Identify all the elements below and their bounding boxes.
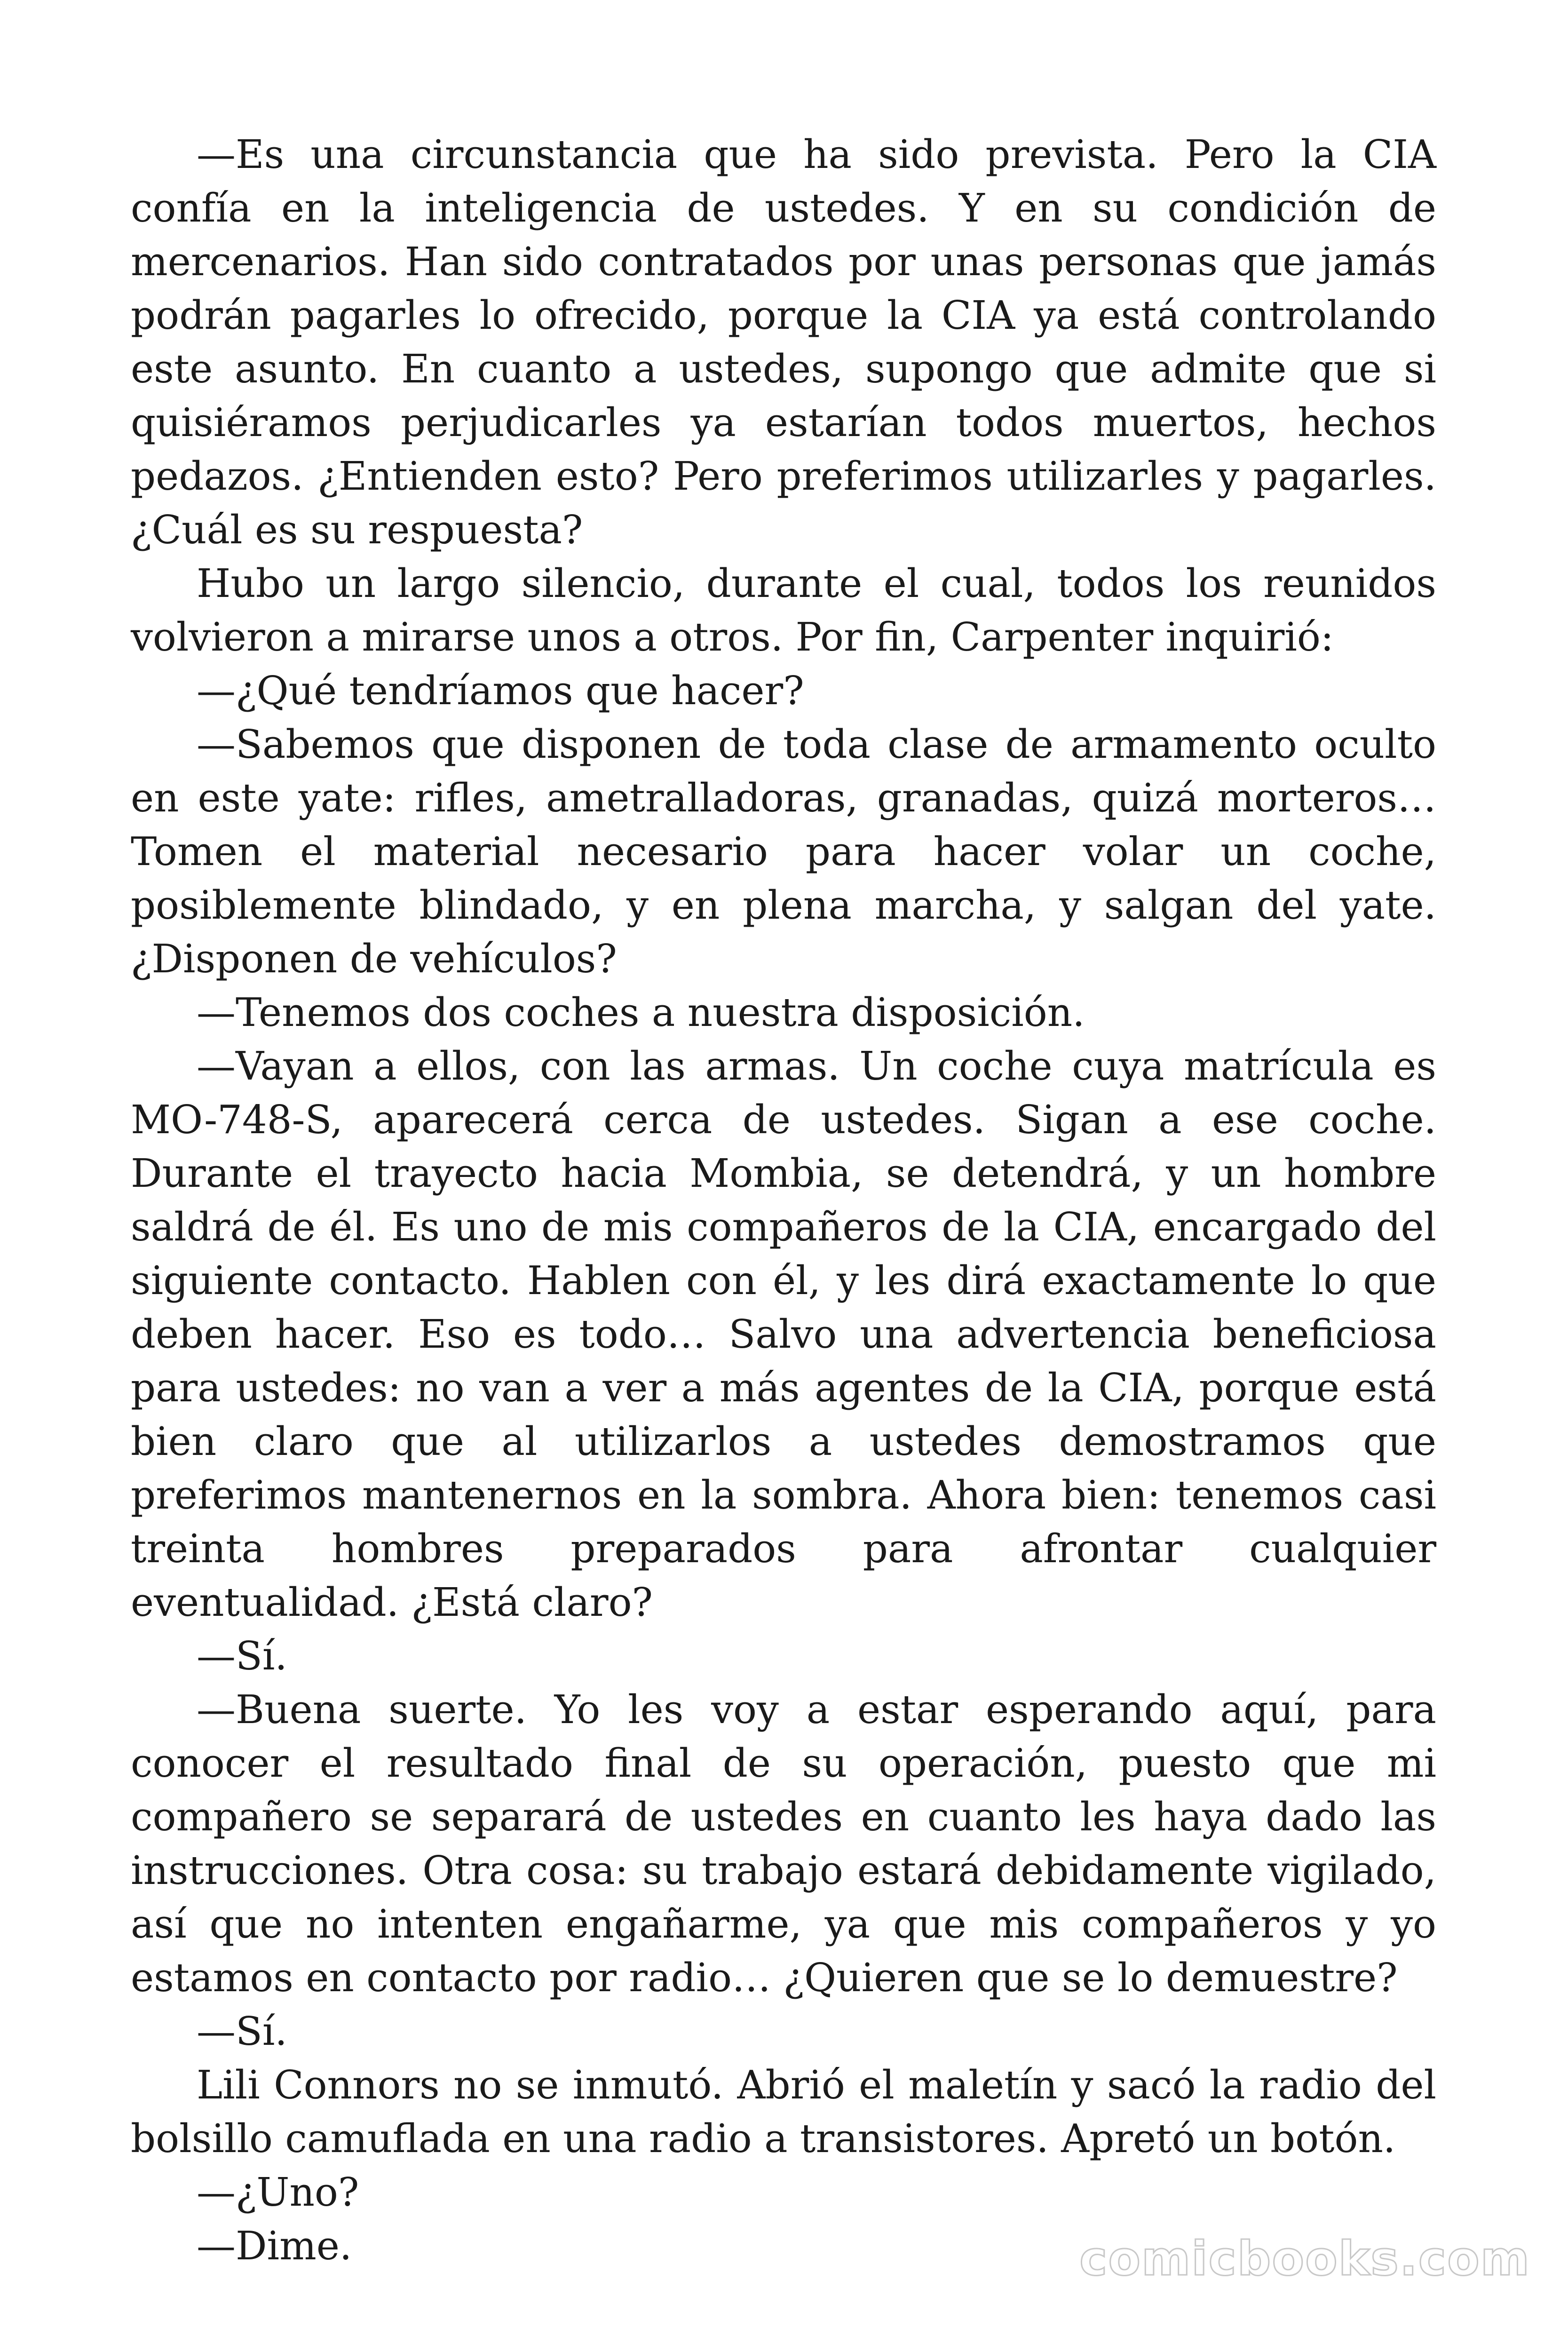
page-text [131, 128, 1436, 2273]
paragraph-10: Lili Connors no se inmutó. Abrió el maletín y sacó la radio del bolsillo camuflada en una radio a transistores. Apretó un botón. [131, 2062, 1436, 2161]
paragraph-11: —¿Uno? [197, 2169, 359, 2215]
paragraph-12: —Dime. [197, 2223, 352, 2269]
paragraph-5: —Tenemos dos coches a nuestra disposición. [197, 990, 1085, 1035]
paragraph-7: —Sí. [197, 1633, 287, 1679]
paragraph-9: —Sí. [197, 2009, 287, 2054]
paragraph-4: —Sabemos que disponen de toda clase de armamento oculto en este yate: rifles, ametralladoras, granadas, quizá morteros… Tomen el material necesario para hacer volar un coche, posiblemente blindado, y en plena marcha, y salgan del yate. ¿Disponen de vehículos? [131, 722, 1436, 982]
paragraph-3: —¿Qué tendríamos que hacer? [197, 668, 804, 714]
paragraph-6: —Vayan a ellos, con las armas. Un coche cuya matrícula es MO-748-S, aparecerá cerca de ustedes. Sigan a ese coche. Durante el trayecto hacia Mombia, se detendrá, y un hombre saldrá de él. Es uno de mis compañeros de la CIA, encargado del siguiente contacto. Hablen con él, y les dirá exactamente lo que deben hacer. Eso es todo… Salvo una advertencia beneficiosa para ustedes: no van a ver a más agentes de la CIA, porque está bien claro que al utilizarlos a ustedes demostramos que preferimos mantenernos en la sombra. Ahora bien: tenemos casi treinta hombres preparados para afrontar cualquier eventualidad. ¿Está claro? [131, 1043, 1436, 1625]
watermark: comicbooks.com [1079, 2231, 1530, 2286]
paragraph-1: —Es una circunstancia que ha sido prevista. Pero la CIA confía en la inteligencia de ustedes. Y en su condición de mercenarios. Han sido contratados por unas personas que jamás podrán pagarles lo ofrecido, porque la CIA ya está controlando este asunto. En cuanto a ustedes, supongo que admite que si quisiéramos perjudicarles ya estarían todos muertos, hechos pedazos. ¿Entienden esto? Pero preferimos utilizarles y pagarles. ¿Cuál es su respuesta? [131, 132, 1436, 553]
paragraph-8: —Buena suerte. Yo les voy a estar esperando aquí, para conocer el resultado final de su operación, puesto que mi compañero se separará de ustedes en cuanto les haya dado las instrucciones. Otra cosa: su trabajo estará debidamente vigilado, así que no intenten engañarme, ya que mis compañeros y yo estamos en contacto por radio… ¿Quieren que se lo demuestre? [131, 1687, 1436, 2001]
paragraph-2: Hubo un largo silencio, durante el cual, todos los reunidos volvieron a mirarse unos a otros. Por fin, Carpenter inquirió: [131, 561, 1436, 660]
